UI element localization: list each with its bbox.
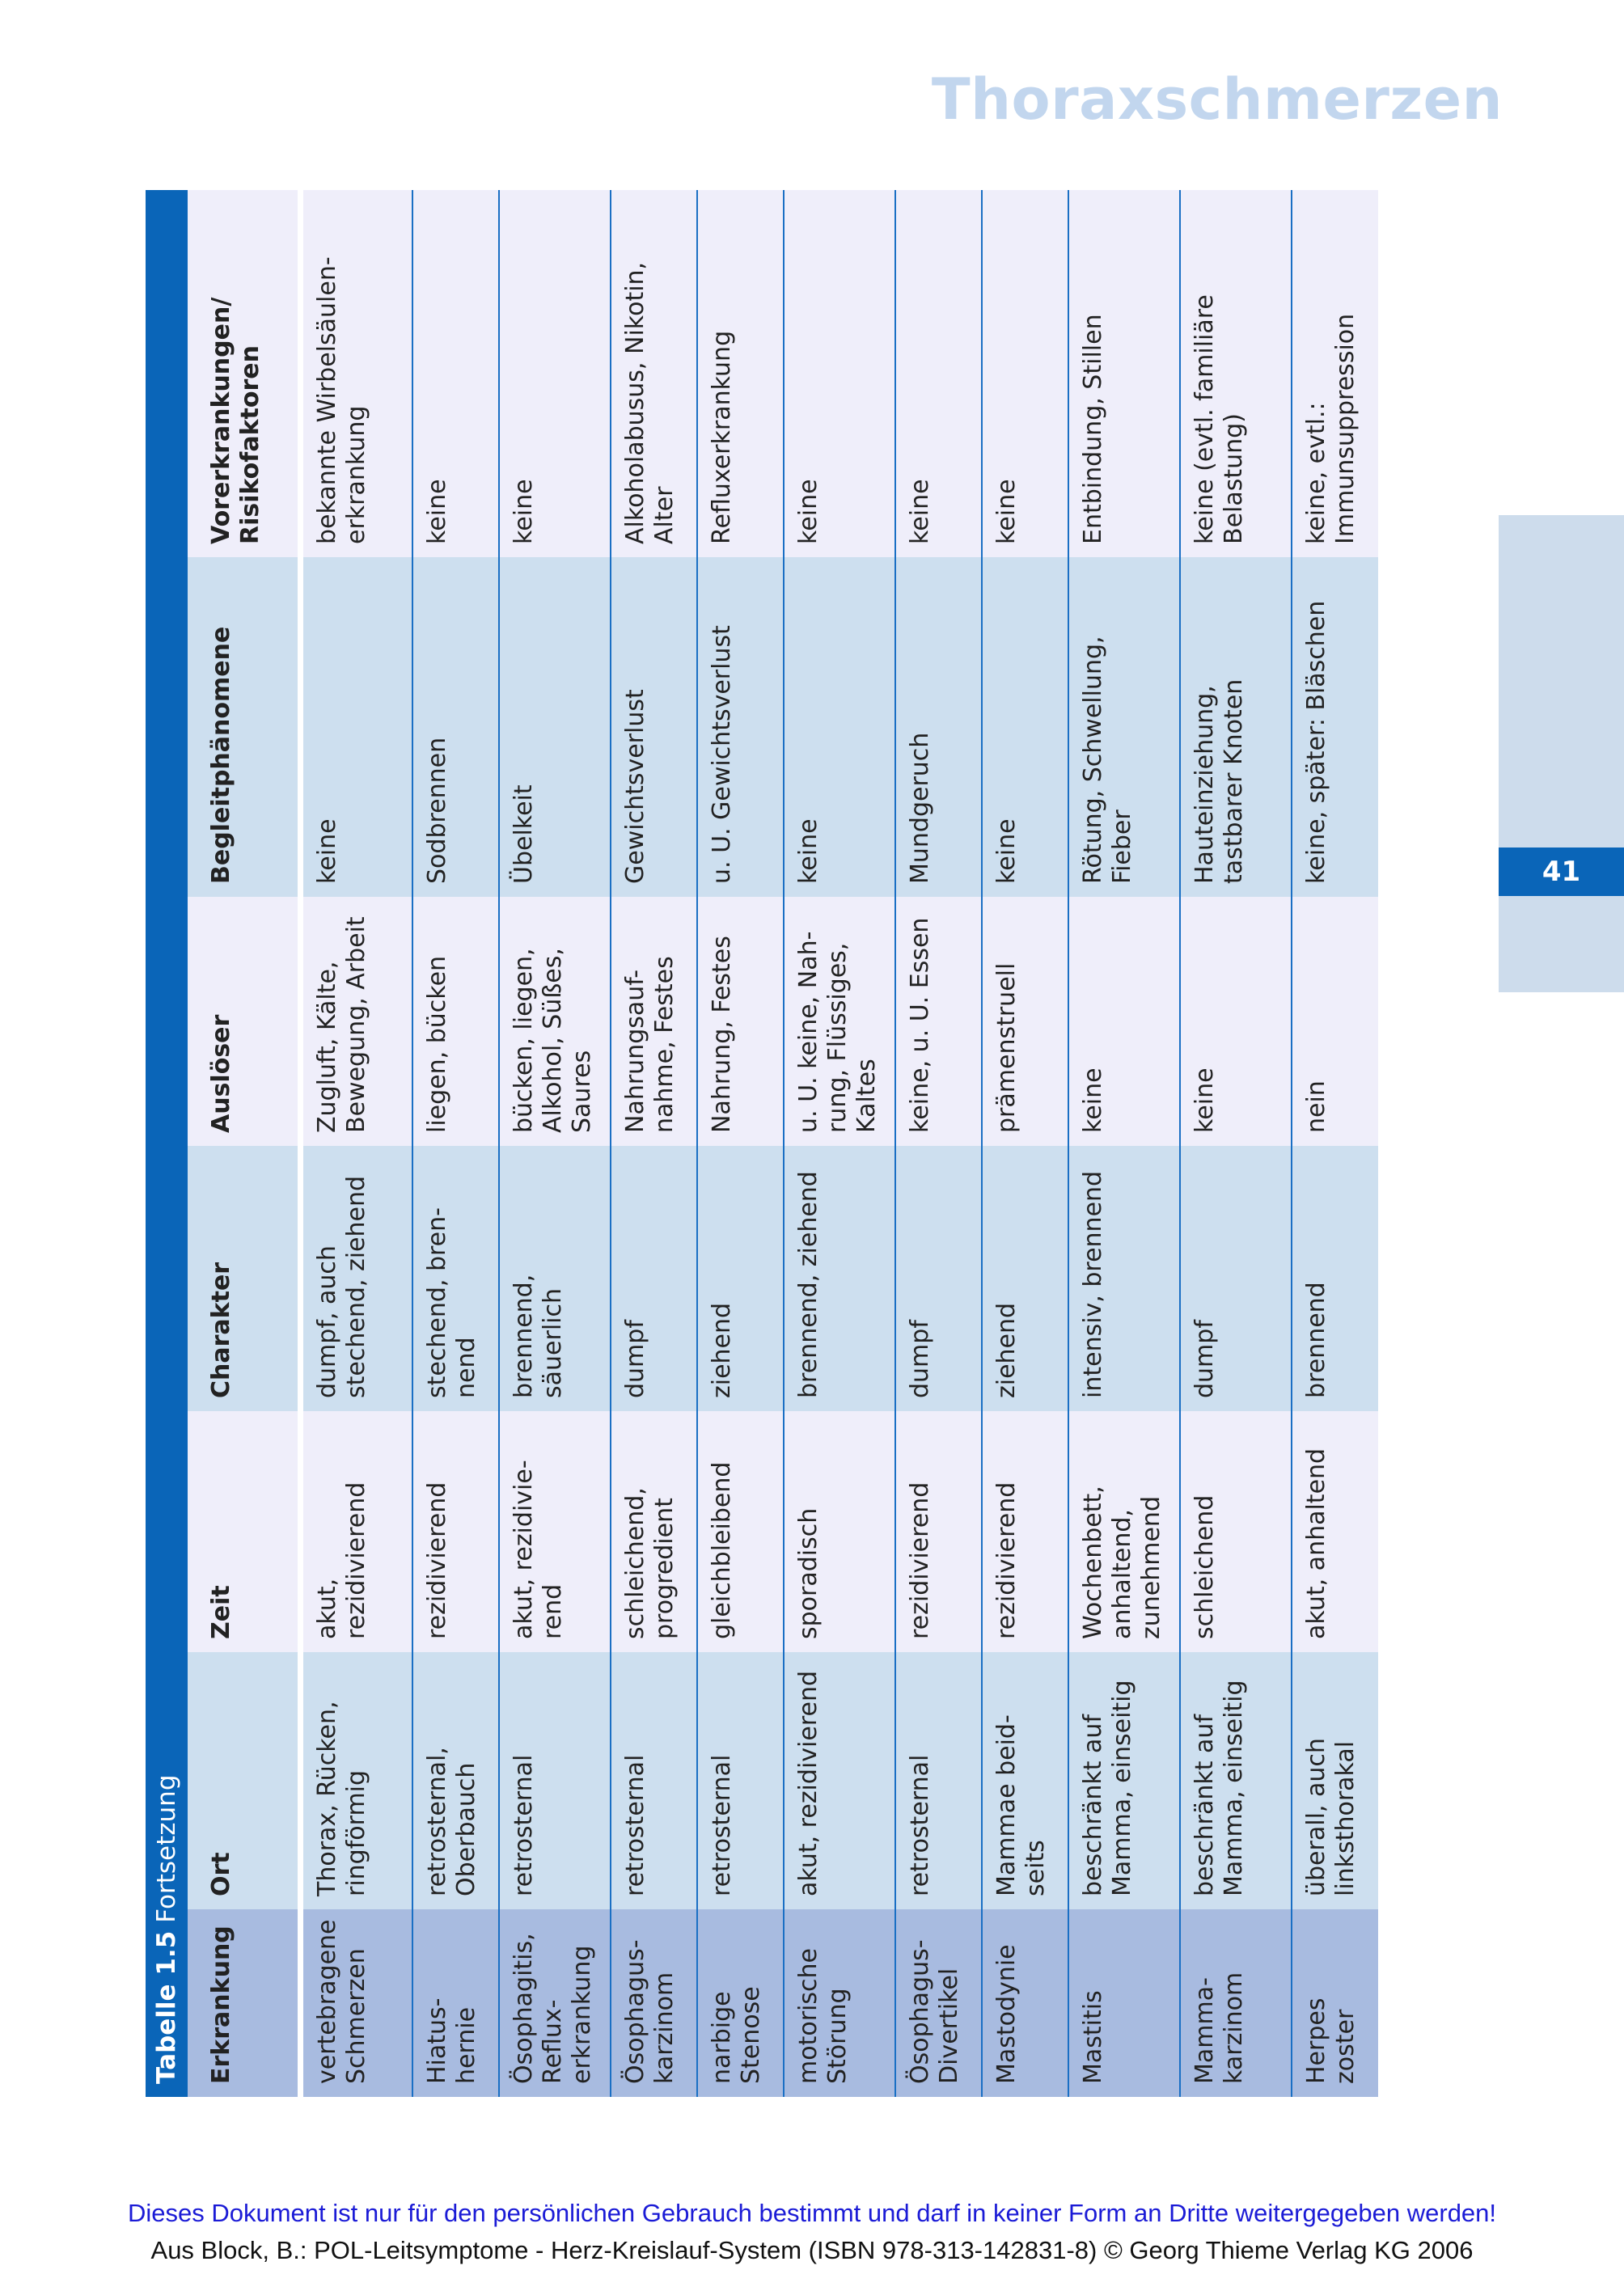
table-caption bbox=[146, 190, 188, 2097]
column-header: Vorerkrankungen/ Risikofaktoren bbox=[188, 190, 301, 557]
table-cell: Mammae beid-seits bbox=[982, 1652, 1068, 1909]
table-cell: keine bbox=[499, 190, 611, 557]
disease-cell: Ösophagitis, Reflux-erkrankung bbox=[499, 1909, 611, 2097]
table-cell: brennend, säuerlich bbox=[499, 1146, 611, 1411]
table-row bbox=[697, 190, 784, 2097]
table-cell: liegen, bücken bbox=[412, 897, 499, 1146]
source-citation: Aus Block, B.: POL-Leitsymptome - Herz-Kreislauf-System (ISBN 978-313-142831-8) © Georg Thieme Verlag KG 2006 bbox=[150, 2236, 1474, 2264]
table-cell: keine, u. U. Essen bbox=[895, 897, 982, 1146]
table-cell: keine bbox=[982, 557, 1068, 897]
rotated-table-container bbox=[146, 190, 1438, 2097]
table-cell: keine (evtl. familiäre Belastung) bbox=[1180, 190, 1292, 557]
table-cell: ziehend bbox=[697, 1146, 784, 1411]
table-cell: u. U. keine, Nah-rung, Flüssiges, Kaltes bbox=[784, 897, 895, 1146]
table-cell: retrosternal bbox=[499, 1652, 611, 1909]
disease-cell: Herpes zoster bbox=[1292, 1909, 1378, 2097]
table-cell: überall, auch linksthorakal bbox=[1292, 1652, 1378, 1909]
caption-text: Fortsetzung bbox=[152, 1774, 181, 1923]
table-cell: Übelkeit bbox=[499, 557, 611, 897]
table-cell: gleichbleibend bbox=[697, 1411, 784, 1652]
disease-cell: Mastodynie bbox=[982, 1909, 1068, 2097]
table-body bbox=[301, 190, 1378, 2097]
table-cell: retrosternal bbox=[895, 1652, 982, 1909]
table-cell: keine, später: Bläschen bbox=[1292, 557, 1378, 897]
chapter-tab bbox=[1499, 515, 1624, 992]
column-header: Charakter bbox=[188, 1146, 301, 1411]
header-row bbox=[188, 190, 301, 2097]
table-cell: Mundgeruch bbox=[895, 557, 982, 897]
table-cell: rezidivierend bbox=[982, 1411, 1068, 1652]
table-cell: Thorax, Rücken, ringförmig bbox=[301, 1652, 412, 1909]
column-header: Begleitphänomene bbox=[188, 557, 301, 897]
table-cell: dumpf bbox=[611, 1146, 697, 1411]
table-cell: akut, rezidivierend bbox=[784, 1652, 895, 1909]
table-cell: akut, anhaltend bbox=[1292, 1411, 1378, 1652]
table-cell: Nahrung, Festes bbox=[697, 897, 784, 1146]
column-header: Auslöser bbox=[188, 897, 301, 1146]
column-header: Erkrankung bbox=[188, 1909, 301, 2097]
table-cell: dumpf bbox=[895, 1146, 982, 1411]
table-cell: akut, rezidivierend bbox=[301, 1411, 412, 1652]
table-cell: prämenstruell bbox=[982, 897, 1068, 1146]
disease-cell: Mamma-karzinom bbox=[1180, 1909, 1292, 2097]
table-cell: Hauteinziehung, tastbarer Knoten bbox=[1180, 557, 1292, 897]
disease-cell: narbige Stenose bbox=[697, 1909, 784, 2097]
disease-cell: motorische Störung bbox=[784, 1909, 895, 2097]
table-cell: schleichend, progredient bbox=[611, 1411, 697, 1652]
table-row bbox=[982, 190, 1068, 2097]
table-cell: brennend, ziehend bbox=[784, 1146, 895, 1411]
disease-cell: Ösophagus-Divertikel bbox=[895, 1909, 982, 2097]
table-cell: intensiv, brennend bbox=[1068, 1146, 1180, 1411]
table-cell: beschränkt auf Mamma, einseitig bbox=[1180, 1652, 1292, 1909]
table-cell: Refluxerkrankung bbox=[697, 190, 784, 557]
table-cell: bekannte Wirbelsäulen-erkrankung bbox=[301, 190, 412, 557]
table-cell: akut, rezidivie-rend bbox=[499, 1411, 611, 1652]
table-cell: retrosternal bbox=[611, 1652, 697, 1909]
symptom-table bbox=[188, 190, 1378, 2097]
table-row bbox=[1068, 190, 1180, 2097]
table-cell: keine, evtl.: Immunsuppression bbox=[1292, 190, 1378, 557]
table-cell: keine bbox=[1068, 897, 1180, 1146]
disease-cell: Hiatus-hernie bbox=[412, 1909, 499, 2097]
table-row bbox=[895, 190, 982, 2097]
table-cell: bücken, liegen, Alkohol, Süßes, Saures bbox=[499, 897, 611, 1146]
table-cell: Nahrungsauf-nahme, Festes bbox=[611, 897, 697, 1146]
disease-cell: vertebragene Schmerzen bbox=[301, 1909, 412, 2097]
table-cell: keine bbox=[301, 557, 412, 897]
table-row bbox=[499, 190, 611, 2097]
table-cell: dumpf bbox=[1180, 1146, 1292, 1411]
table-cell: Gewichtsverlust bbox=[611, 557, 697, 897]
table-row bbox=[784, 190, 895, 2097]
table-row bbox=[611, 190, 697, 2097]
table-cell: nein bbox=[1292, 897, 1378, 1146]
table-cell: keine bbox=[784, 557, 895, 897]
table-cell: keine bbox=[982, 190, 1068, 557]
column-header: Ort bbox=[188, 1652, 301, 1909]
disease-cell: Ösophagus-karzinom bbox=[611, 1909, 697, 2097]
table-cell: Alkoholabusus, Nikotin, Alter bbox=[611, 190, 697, 557]
table-cell: Sodbrennen bbox=[412, 557, 499, 897]
table-row bbox=[301, 190, 412, 2097]
table-cell: Zugluft, Kälte, Bewegung, Arbeit bbox=[301, 897, 412, 1146]
table-cell: sporadisch bbox=[784, 1411, 895, 1652]
table-cell: rezidivierend bbox=[412, 1411, 499, 1652]
table-cell: Entbindung, Stillen bbox=[1068, 190, 1180, 557]
disease-cell: Mastitis bbox=[1068, 1909, 1180, 2097]
table-cell: schleichend bbox=[1180, 1411, 1292, 1652]
table-row bbox=[1180, 190, 1292, 2097]
table-cell: dumpf, auch stechend, ziehend bbox=[301, 1146, 412, 1411]
table-cell: keine bbox=[895, 190, 982, 557]
table-cell: beschränkt auf Mamma, einseitig bbox=[1068, 1652, 1180, 1909]
copyright-notice: Dieses Dokument ist nur für den persönlichen Gebrauch bestimmt und darf in keiner Form an Dritte weitergegeben werden! bbox=[127, 2199, 1497, 2227]
column-header: Zeit bbox=[188, 1411, 301, 1652]
table-cell: Wochenbett, anhaltend, zunehmend bbox=[1068, 1411, 1180, 1652]
caption-label: Tabelle 1.5 bbox=[152, 1930, 181, 2084]
table-row bbox=[412, 190, 499, 2097]
table-cell: rezidivierend bbox=[895, 1411, 982, 1652]
table-cell: retrosternal, Oberbauch bbox=[412, 1652, 499, 1909]
table-row bbox=[1292, 190, 1378, 2097]
table-cell: u. U. Gewichtsverlust bbox=[697, 557, 784, 897]
table-cell: Rötung, Schwellung, Fieber bbox=[1068, 557, 1180, 897]
page-number: 41 bbox=[1499, 848, 1624, 896]
table-cell: keine bbox=[412, 190, 499, 557]
table-cell: keine bbox=[1180, 897, 1292, 1146]
table-cell: ziehend bbox=[982, 1146, 1068, 1411]
table-cell: brennend bbox=[1292, 1146, 1378, 1411]
table-cell: stechend, bren-nend bbox=[412, 1146, 499, 1411]
page-title: Thoraxschmerzen bbox=[931, 66, 1503, 133]
table-cell: keine bbox=[784, 190, 895, 557]
table-cell: retrosternal bbox=[697, 1652, 784, 1909]
